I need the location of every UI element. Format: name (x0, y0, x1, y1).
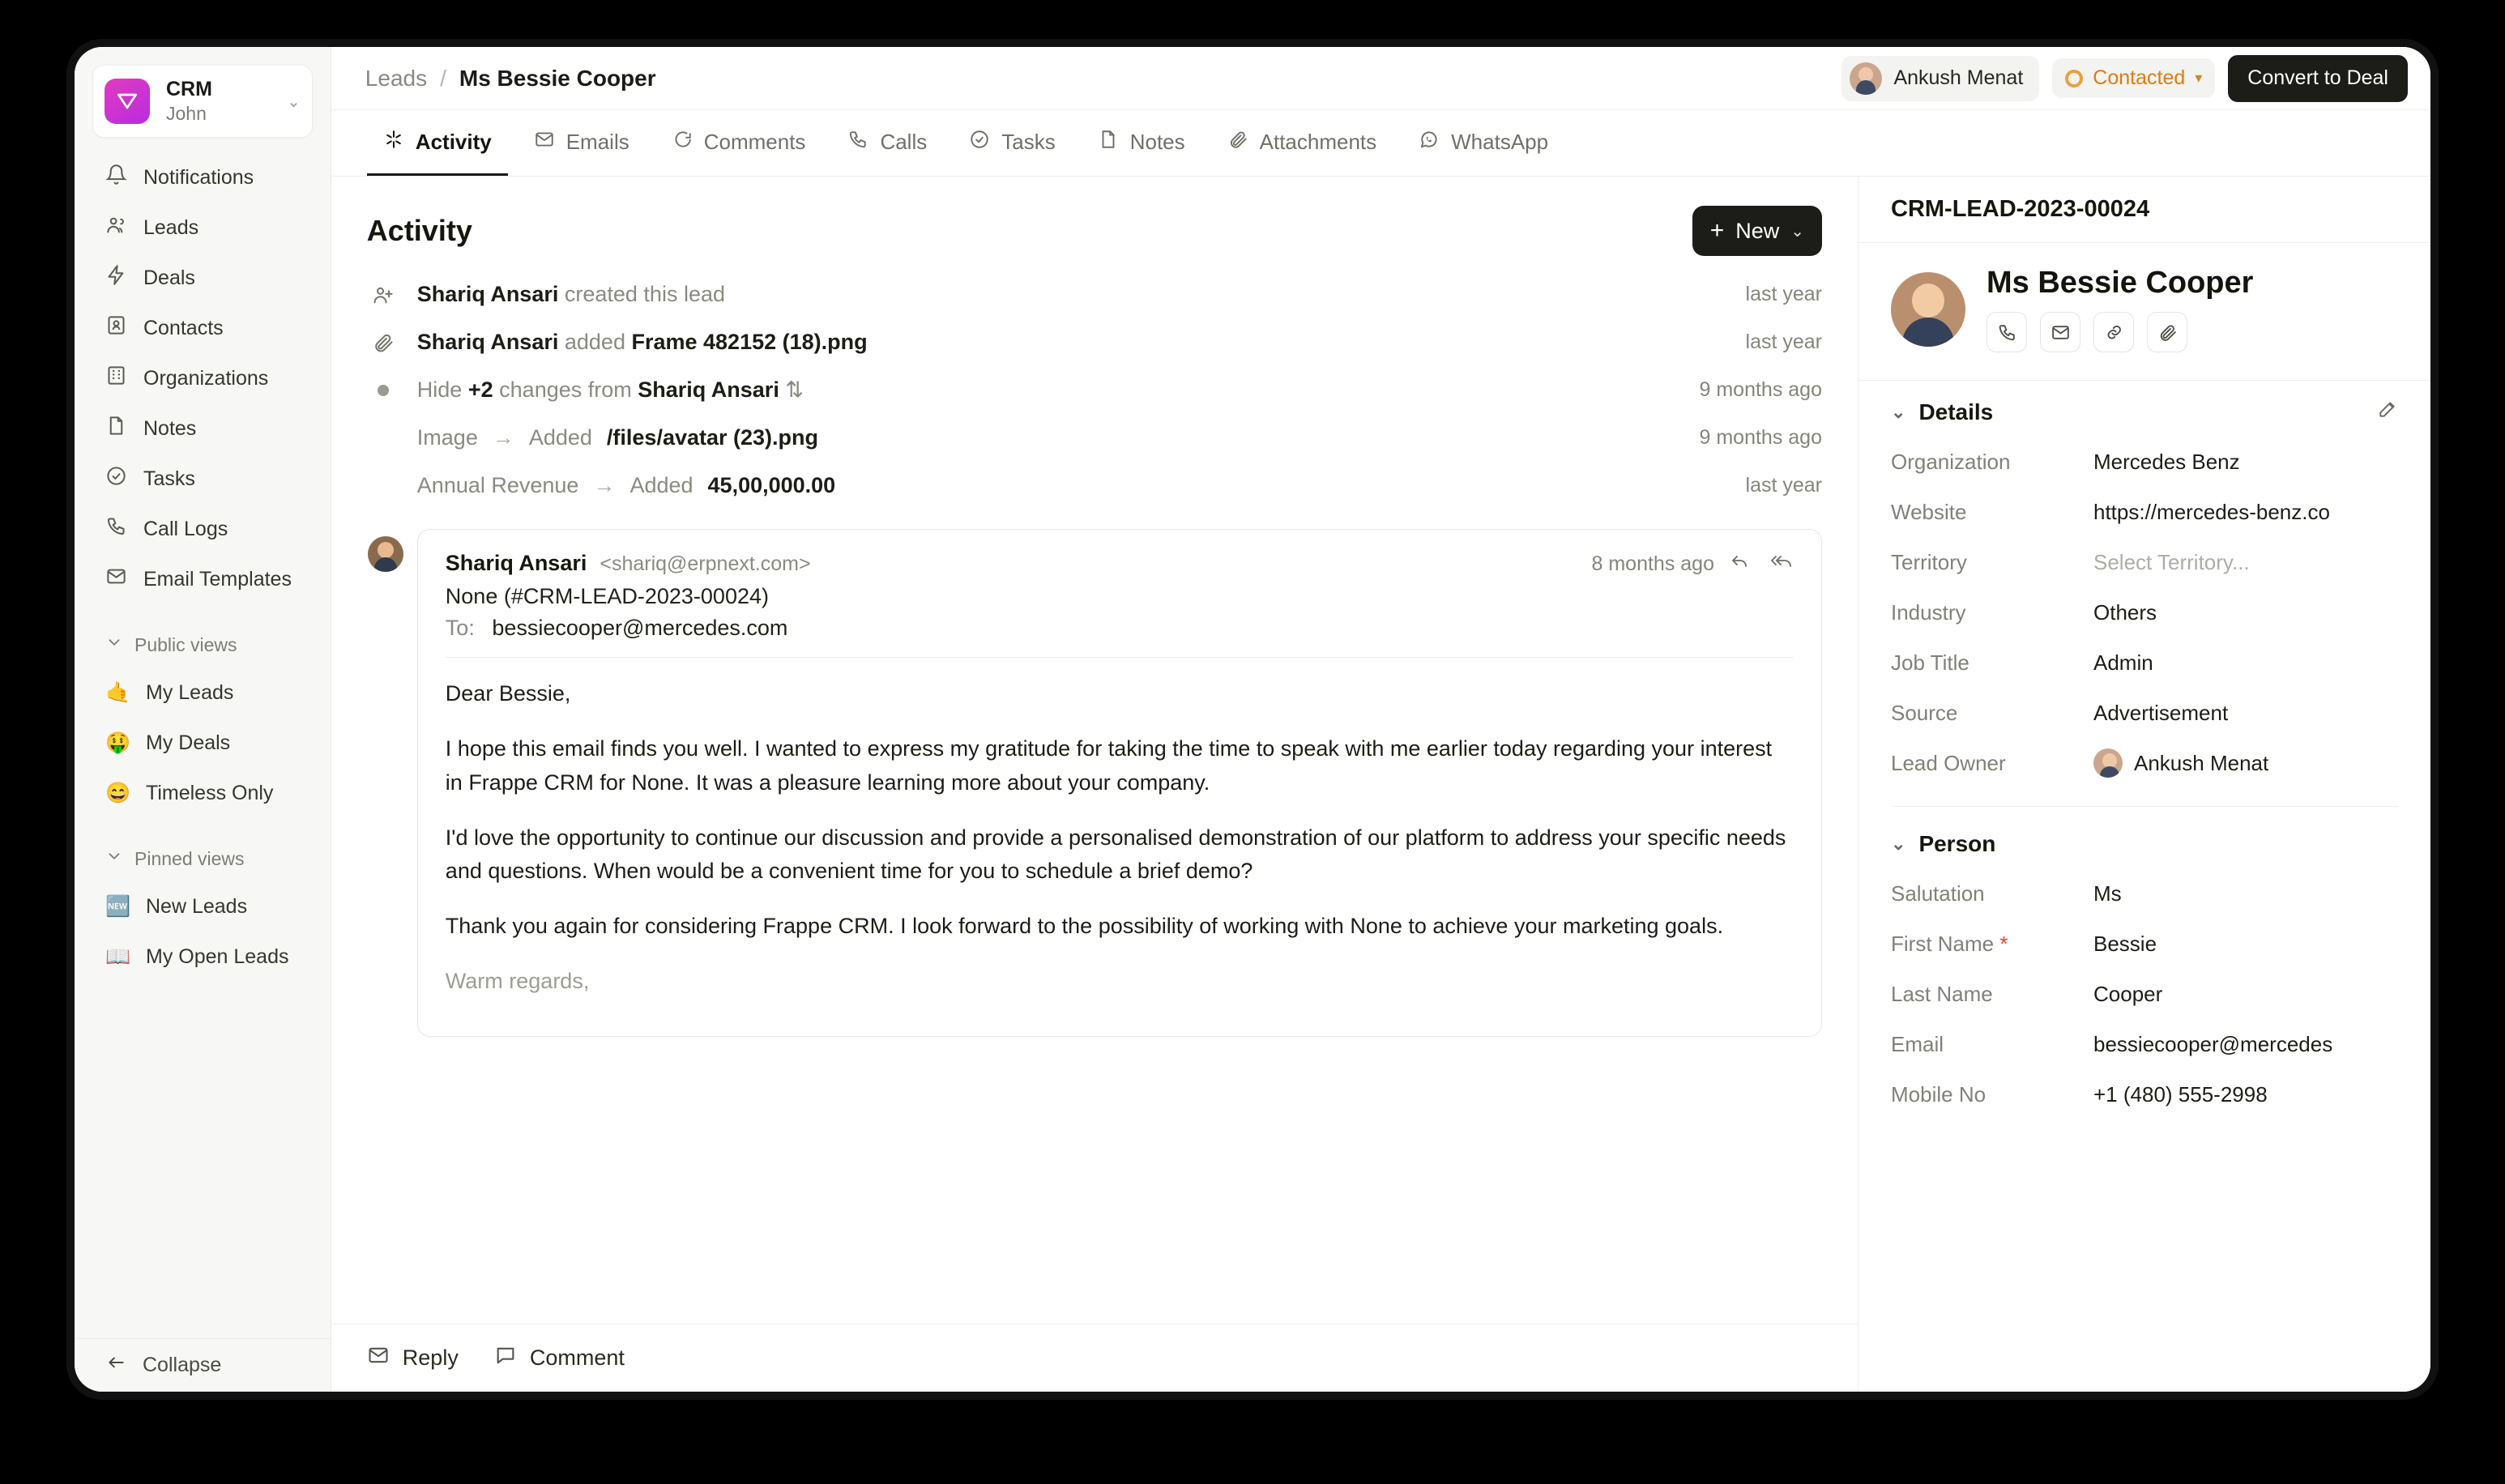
sidebar-item-leads[interactable] (92, 203, 313, 253)
record-id: CRM-LEAD-2023-00024 (1858, 177, 2430, 243)
sidebar-item-label: Notifications (143, 165, 254, 189)
entry-action: created this lead (564, 282, 725, 306)
comment-button[interactable] (494, 1344, 625, 1372)
field-value: Bessie (2093, 931, 2157, 956)
tab-label: Emails (565, 129, 629, 154)
leads-icon (105, 214, 127, 241)
reply-label: Reply (402, 1345, 459, 1370)
change-row-image (367, 414, 1822, 462)
sidebar-item-label: Notes (143, 416, 197, 440)
mail-icon[interactable] (2040, 312, 2080, 352)
collapse-label: Collapse (143, 1354, 222, 1376)
crm-logo-icon (105, 79, 150, 124)
whatsapp-icon (1419, 129, 1440, 156)
note-icon (1098, 129, 1119, 156)
sidebar-item-label: Timeless Only (146, 781, 274, 804)
sidebar-item-label: New Leads (146, 894, 248, 918)
entry-actor: Shariq Ansari (416, 282, 559, 306)
arrow-right-icon: → (593, 473, 616, 497)
sidebar-item-notes[interactable] (92, 403, 313, 454)
email-subject: None (#CRM-LEAD-2023-00024) (445, 584, 769, 608)
avatar[interactable] (1891, 272, 1965, 347)
sidebar-item-label: Contacts (143, 316, 224, 339)
field-label: Website (1891, 499, 1967, 524)
workspace-switcher[interactable] (92, 65, 313, 138)
breadcrumb-leads[interactable]: Leads (365, 65, 428, 91)
status-badge[interactable] (2052, 58, 2215, 98)
person-section-header[interactable] (1891, 831, 2398, 857)
sidebar-item-label: My Open Leads (146, 945, 289, 968)
sidebar-item-label: Email Templates (143, 567, 292, 591)
sidebar-item-tasks[interactable] (92, 454, 313, 504)
tab-label: WhatsApp (1451, 129, 1549, 154)
organizations-icon (105, 365, 127, 392)
activity-header (331, 177, 1858, 271)
sidebar-section-pinned-views[interactable] (92, 836, 313, 881)
field-website[interactable] (1891, 487, 2398, 537)
chevron-down-icon (105, 847, 123, 870)
activity-feed (331, 271, 1858, 1324)
email-to-label: To: (445, 616, 475, 640)
dot-icon (367, 385, 399, 396)
collapse-arrow-icon (105, 1352, 126, 1379)
main-area (331, 47, 2430, 1392)
new-leads-emoji-icon: 🆕 (105, 894, 131, 918)
comment-icon (494, 1344, 517, 1372)
edit-icon[interactable] (2377, 399, 2398, 425)
reply-icon[interactable] (1727, 551, 1752, 574)
field-value: bessiecooper@mercedes (2093, 1031, 2333, 1056)
notes-icon (105, 415, 127, 442)
sidebar-item-label: Deals (143, 266, 195, 289)
entry-time: last year (1745, 330, 1822, 353)
timeless-only-emoji-icon: 😄 (105, 781, 131, 804)
activity-entry-attachment (367, 318, 1822, 366)
sidebar-item-my-leads[interactable] (92, 667, 313, 718)
tab-emails[interactable] (518, 111, 646, 176)
activity-icon (383, 129, 404, 156)
reply-all-icon[interactable] (1769, 551, 1794, 574)
field-value: Ankush Menat (2134, 750, 2269, 775)
email-sender: Shariq Ansari (445, 551, 587, 575)
tab-label: Attachments (1259, 129, 1377, 154)
tab-notes[interactable] (1082, 111, 1201, 176)
toggle-text: changes from (499, 377, 632, 402)
change-field: Image (416, 425, 478, 450)
bell-icon (105, 164, 127, 191)
activity-column (331, 177, 1858, 1392)
reply-button[interactable] (367, 1344, 459, 1372)
assignee-name: Ankush Menat (1893, 66, 2024, 89)
field-label: Mobile No (1891, 1081, 1987, 1107)
attachment-icon (1227, 129, 1248, 156)
new-button-label: New (1735, 218, 1780, 243)
person-name: Ms Bessie Cooper (1987, 266, 2254, 300)
field-source[interactable] (1891, 688, 2398, 738)
email-paragraph: Thank you again for considering Frappe CRM. I look forward to the possibility of working with None to achieve your marketing goals. (445, 914, 1724, 939)
email-card (417, 529, 1822, 1037)
breadcrumb-current: Ms Bessie Cooper (459, 65, 656, 91)
tab-calls[interactable] (831, 111, 943, 176)
entry-file[interactable]: Frame 482152 (18).png (631, 330, 868, 354)
tab-bar (331, 110, 2430, 177)
tab-activity[interactable] (367, 111, 508, 176)
change-time: last year (1745, 474, 1822, 497)
email-to-value: bessiecooper@mercedes.com (492, 616, 788, 640)
toggle-count: +2 (467, 377, 493, 402)
status-dot-icon (2065, 70, 2083, 87)
toggle-time: 9 months ago (1699, 378, 1822, 401)
chevron-down-icon: ⌄ (1891, 401, 1906, 422)
sidebar-item-call-logs[interactable] (92, 504, 313, 554)
plus-icon: + (1709, 217, 1725, 244)
tab-comments[interactable] (655, 111, 822, 176)
collapse-sidebar-button[interactable] (75, 1338, 331, 1392)
email-icon (534, 129, 555, 156)
chevron-down-icon[interactable]: ⌄ (287, 92, 301, 111)
change-field: Annual Revenue (416, 473, 579, 497)
field-label: Source (1891, 700, 1958, 725)
field-value: Admin (2093, 650, 2153, 675)
sidebar-item-notifications[interactable] (92, 152, 313, 203)
entry-actor: Shariq Ansari (416, 330, 559, 354)
sidebar-section-public-views[interactable] (92, 622, 313, 667)
sidebar-item-organizations[interactable] (92, 353, 313, 403)
entry-action: added (564, 330, 625, 354)
composer-bar (331, 1324, 1858, 1392)
field-value: Others (2093, 599, 2157, 625)
email-paragraph: I hope this email finds you well. I wanted to express my gratitude for taking the time to speak with me earlier today regarding your interest in Frappe CRM for None. It was a pleasure learning more about your company. (445, 736, 1773, 795)
field-label: First Name (1891, 931, 1995, 956)
divider (1891, 806, 2398, 807)
field-value: Mercedes Benz (2093, 449, 2240, 474)
tab-whatsapp[interactable] (1402, 111, 1564, 176)
attachment-icon (367, 331, 399, 354)
arrow-right-icon: → (492, 425, 514, 450)
detail-panel (1858, 177, 2430, 1392)
avatar (368, 536, 403, 572)
task-icon (969, 129, 990, 156)
my-deals-emoji-icon: 🤑 (105, 731, 131, 754)
tab-label: Activity (415, 129, 492, 154)
tab-label: Calls (880, 129, 928, 154)
phone-icon (105, 515, 127, 543)
sidebar-nav (75, 144, 331, 982)
my-open-leads-emoji-icon: 📖 (105, 945, 131, 968)
field-first-name[interactable] (1891, 919, 2398, 969)
field-value: Ms (2093, 881, 2122, 906)
entry-time: last year (1745, 283, 1822, 305)
required-marker: * (1994, 931, 2008, 956)
link-icon[interactable] (2093, 312, 2134, 352)
email-body (446, 677, 1794, 999)
field-label: Email (1891, 1031, 1944, 1056)
comment-icon (672, 129, 693, 156)
sidebar-item-contacts[interactable] (92, 303, 313, 353)
tab-tasks[interactable] (953, 111, 1071, 176)
field-value: Select Territory... (2093, 549, 2250, 574)
change-value: 45,00,000.00 (707, 473, 836, 497)
field-mobile-no[interactable] (1891, 1069, 2398, 1119)
sidebar-item-deals[interactable] (92, 253, 313, 303)
field-label: Organization (1891, 449, 2011, 474)
person-section (1858, 813, 2430, 1126)
details-section-header[interactable] (1891, 399, 2398, 425)
field-value: https://mercedes-benz.co (2093, 499, 2330, 524)
change-action: Added (629, 473, 693, 497)
field-territory[interactable] (1891, 537, 2398, 587)
workspace-title: CRM (166, 78, 212, 100)
chevron-down-icon: ▾ (2195, 70, 2203, 86)
section-title: Details (1918, 399, 1994, 424)
chevron-down-icon (105, 633, 123, 656)
field-value: +1 (480) 555-2998 (2093, 1081, 2268, 1107)
content-wrapper (331, 177, 2430, 1392)
person-summary (1858, 243, 2430, 381)
section-label: Public views (134, 633, 237, 655)
sidebar-item-label: Call Logs (143, 517, 228, 540)
tab-label: Tasks (1001, 129, 1056, 154)
sidebar-item-timeless-only[interactable] (92, 768, 313, 818)
status-label: Contacted (2093, 66, 2186, 89)
field-salutation[interactable] (1891, 868, 2398, 919)
attachment-icon[interactable] (2147, 312, 2187, 352)
tasks-icon (105, 465, 127, 493)
email-paragraph: Warm regards, (445, 969, 590, 994)
sidebar-item-label: Tasks (143, 467, 195, 490)
details-section (1858, 381, 2430, 813)
phone-icon[interactable] (1987, 312, 2027, 352)
email-paragraph: Dear Bessie, (445, 681, 571, 706)
toggle-hide-label: Hide (416, 377, 463, 402)
mail-icon (367, 1344, 390, 1372)
topbar (331, 47, 2430, 110)
change-value: /files/avatar (23).png (606, 425, 819, 450)
avatar (2093, 748, 2123, 778)
field-label: Salutation (1891, 881, 1985, 906)
page-title: Activity (366, 214, 472, 247)
divider (446, 657, 1794, 658)
toggle-actor: Shariq Ansari (638, 377, 779, 402)
sidebar-item-label: My Deals (146, 731, 231, 754)
tab-label: Comments (703, 129, 806, 154)
sidebar-item-my-open-leads[interactable] (92, 932, 313, 982)
field-label: Last Name (1891, 981, 1993, 1006)
contacts-icon (105, 314, 127, 342)
email-sender-address: <shariq@erpnext.com> (600, 552, 811, 575)
sidebar-item-label: My Leads (146, 680, 234, 704)
field-lead-owner[interactable] (1891, 738, 2398, 788)
field-job-title[interactable] (1891, 638, 2398, 688)
sidebar-item-my-deals[interactable] (92, 718, 313, 768)
change-row-annual-revenue (367, 462, 1822, 510)
email-paragraph: I'd love the opportunity to continue our discussion and provide a personalised demonstration of our platform to address your specific needs and questions. When would be a convenient time for you to schedule a brief demo? (445, 825, 1786, 884)
workspace-user: John (166, 103, 207, 125)
avatar (1850, 62, 1882, 95)
activity-changes-toggle[interactable] (367, 366, 1822, 414)
sidebar-item-email-templates[interactable] (92, 554, 313, 604)
field-value: Cooper (2093, 981, 2163, 1006)
sidebar-item-new-leads[interactable] (92, 881, 313, 932)
sort-chevron-icon[interactable]: ⇅ (785, 377, 804, 402)
new-activity-button[interactable] (1692, 206, 1822, 256)
field-value: Advertisement (2093, 700, 2229, 725)
breadcrumb-separator: / (440, 65, 446, 91)
field-organization[interactable] (1891, 437, 2398, 487)
user-plus-icon (367, 284, 399, 306)
phone-icon (847, 129, 868, 156)
sidebar (75, 47, 331, 1392)
tab-label: Notes (1129, 129, 1185, 154)
field-label: Territory (1891, 549, 1967, 574)
field-label: Lead Owner (1891, 750, 2006, 775)
email-time: 8 months ago (1591, 552, 1714, 575)
change-action: Added (528, 425, 592, 450)
comment-label: Comment (529, 1345, 625, 1370)
convert-to-deal-button[interactable]: Convert to Deal (2228, 55, 2408, 102)
field-industry[interactable] (1891, 587, 2398, 638)
deals-icon (105, 264, 127, 292)
app-window (75, 47, 2430, 1392)
field-label: Industry (1891, 599, 1966, 625)
activity-entry-created (367, 271, 1822, 318)
assignee-chip[interactable] (1841, 56, 2039, 101)
field-label: Job Title (1891, 650, 1969, 675)
my-leads-emoji-icon: 🤙 (105, 680, 131, 704)
field-email[interactable] (1891, 1019, 2398, 1069)
chevron-down-icon: ⌄ (1891, 834, 1906, 854)
change-time: 9 months ago (1699, 426, 1822, 449)
sidebar-item-label: Leads (143, 215, 199, 239)
chevron-down-icon: ⌄ (1790, 222, 1804, 241)
section-title: Person (1918, 831, 1996, 856)
section-label: Pinned views (134, 847, 245, 869)
sidebar-item-label: Organizations (143, 366, 269, 390)
field-last-name[interactable] (1891, 969, 2398, 1019)
mail-icon (105, 565, 127, 593)
tab-attachments[interactable] (1211, 111, 1393, 176)
